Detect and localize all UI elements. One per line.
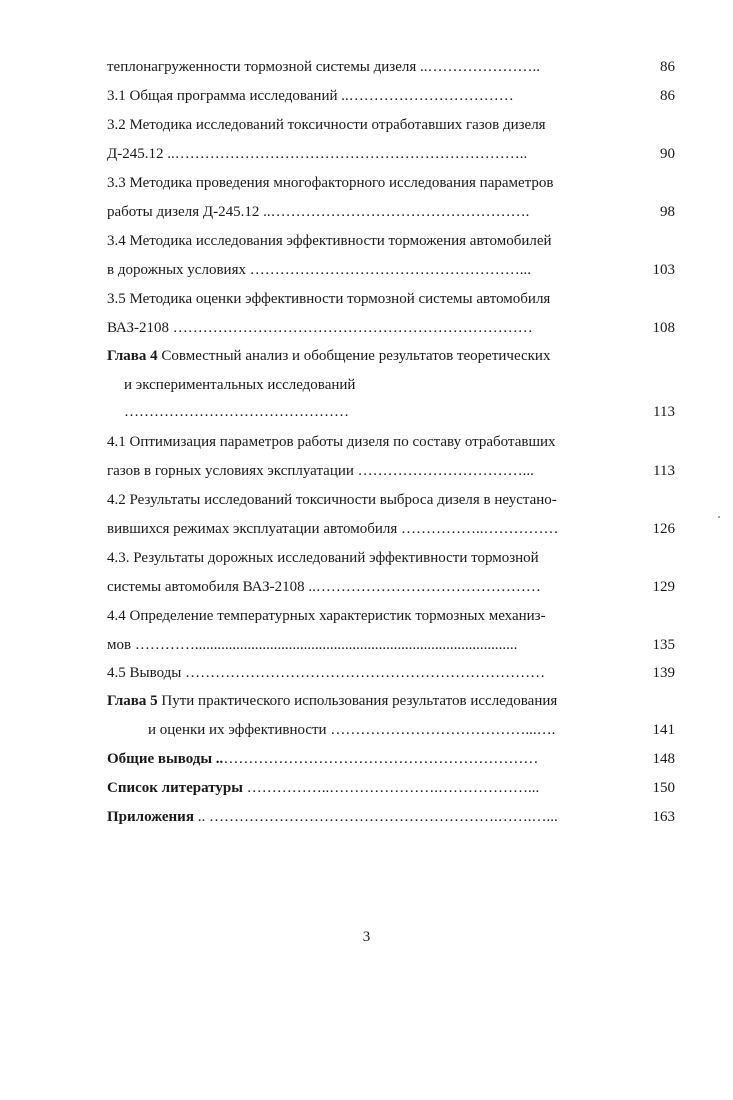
- toc-page-number: 103: [652, 262, 675, 278]
- toc-entry-text: мов …………......................................................................................: [107, 637, 518, 653]
- section-label: Приложения: [107, 809, 194, 825]
- toc-entry-text: и экспериментальных исследований: [124, 377, 356, 393]
- toc-entry-text: ВАЗ-2108 ………………………………………………………………: [107, 320, 533, 336]
- toc-page-number: 86: [660, 59, 675, 75]
- toc-entry-text: 3.2 Методика исследований токсичности отработавших газов дизеля: [107, 117, 546, 133]
- chapter-title: Совместный анализ и обобщение результатов теоретических: [157, 348, 551, 364]
- toc-entry-text: 3.5 Методика оценки эффективности тормозной системы автомобиля: [107, 291, 551, 307]
- toc-entry-text: вившихся режимах эксплуатации автомобиля ……………..……………: [107, 521, 559, 537]
- toc-page-number: 113: [653, 404, 675, 420]
- toc-entry-text: 4.1 Оптимизация параметров работы дизеля по составу отработавших: [107, 434, 556, 450]
- toc-entry-text: работы дизеля Д-245.12 ..…………………………………………….: [107, 204, 530, 220]
- toc-entry-text: 4.4 Определение температурных характеристик тормозных механиз-: [107, 608, 546, 624]
- page-number: 3: [362, 929, 371, 945]
- section-label: Список литературы: [107, 780, 243, 796]
- toc-entry-text: 3.4 Методика исследования эффективности торможения автомобилей: [107, 233, 552, 249]
- toc-entry-text: и оценки их эффективности …………………………………...….: [148, 722, 556, 738]
- leader-dots: ………………………………………………………: [223, 751, 539, 767]
- scan-speck: [718, 516, 720, 518]
- toc-page-number: 129: [652, 579, 675, 595]
- toc-section-heading: [107, 750, 538, 768]
- leader-dots: .. ………………………………………………….…….…...: [193, 809, 558, 825]
- toc-entry-text: 4.3. Результаты дорожных исследований эффективности тормозной: [107, 550, 539, 566]
- toc-page-number: 98: [660, 204, 675, 220]
- toc-entry-text: 3.3 Методика проведения многофакторного исследования параметров: [107, 175, 554, 191]
- toc-page-number: 141: [652, 722, 675, 738]
- toc-entry-text: 3.1 Общая программа исследований ..……………………………: [107, 88, 514, 104]
- toc-page-number: 90: [660, 146, 675, 162]
- toc-entry-text: ………………………………………: [124, 404, 349, 420]
- toc-page-number: 86: [660, 88, 675, 104]
- toc-entry-text: в дорожных условиях ………………………………………………...: [107, 262, 531, 278]
- toc-section-heading: [107, 779, 539, 797]
- chapter-label: Глава 4: [107, 348, 158, 364]
- toc-page-number: 163: [652, 809, 675, 825]
- section-label: Общие выводы ..: [107, 751, 224, 767]
- leader-dots: ……………..………………….………………...: [242, 780, 540, 796]
- toc-entry-text: 4.2 Результаты исследований токсичности выброса дизеля в неустано-: [107, 492, 557, 508]
- toc-page-number: 148: [652, 751, 675, 767]
- toc-entry-text: газов в горных условиях эксплуатации ……………………………...: [107, 463, 534, 479]
- toc-entry-text: теплонагруженности тормозной системы дизеля ..…………………..: [107, 59, 541, 75]
- chapter-title: Пути практического использования результатов исследования: [157, 693, 558, 709]
- toc-page-number: 113: [653, 463, 675, 479]
- toc-entry-text: 4.5 Выводы ………………………………………………………………: [107, 665, 546, 681]
- toc-section-heading: [107, 808, 558, 826]
- toc-page-number: 108: [652, 320, 675, 336]
- toc-page-number: 126: [652, 521, 675, 537]
- toc-page-number: 150: [652, 780, 675, 796]
- toc-entry-text: системы автомобиля ВАЗ-2108 ..………………………………………: [107, 579, 541, 595]
- toc-chapter-heading: [107, 347, 550, 365]
- toc-chapter-heading: [107, 692, 557, 710]
- chapter-label: Глава 5: [107, 693, 158, 709]
- toc-page-number: 135: [652, 637, 675, 653]
- toc-page-number: 139: [652, 665, 675, 681]
- toc-entry-text: Д-245.12 ..……………………………………………………………..: [107, 146, 528, 162]
